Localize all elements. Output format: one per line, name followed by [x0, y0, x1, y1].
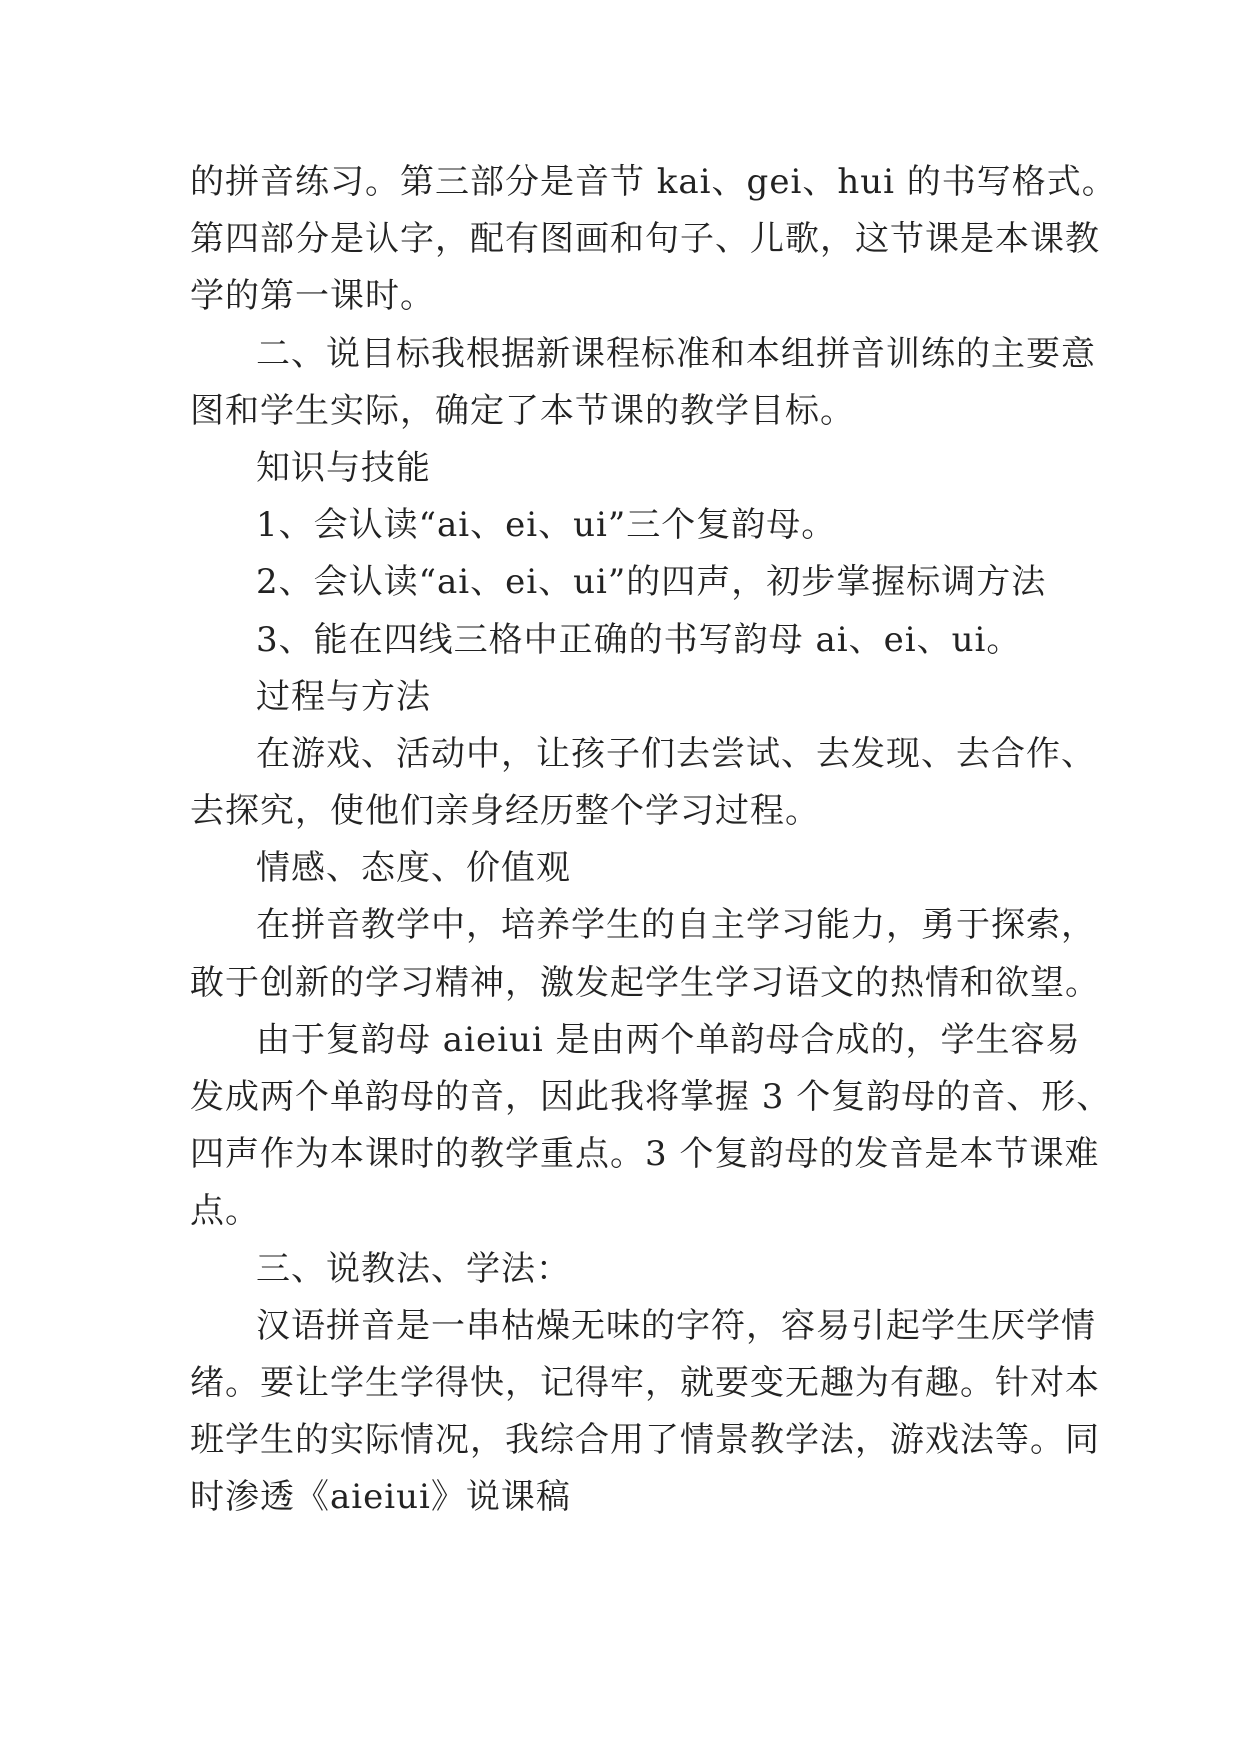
text-line: 汉语拼音是一串枯燥无味的字符，容易引起学生厌学情: [256, 1305, 1096, 1346]
text-line: 图和学生实际，确定了本节课的教学目标。: [190, 390, 855, 431]
text-line: 绪。要让学生学得快，记得牢，就要变无趣为有趣。针对本: [190, 1362, 1100, 1403]
text-line: 班学生的实际情况，我综合用了情景教学法，游戏法等。同: [190, 1420, 1100, 1461]
subheading-knowledge-skills: 知识与技能: [256, 447, 431, 488]
text-line: 敢于创新的学习精神，激发起学生学习语文的热情和欲望。: [190, 962, 1100, 1003]
text-line: 在拼音教学中，培养学生的自主学习能力，勇于探索，: [256, 905, 1096, 946]
list-item: 3、能在四线三格中正确的书写韵母 ai、ei、ui。: [256, 619, 1022, 660]
subheading-process-method: 过程与方法: [256, 676, 431, 717]
list-item: 1、会认读“ai、ei、ui”三个复韵母。: [256, 505, 837, 546]
text-line: 点。: [190, 1191, 260, 1232]
text-line: 时渗透《aieiui》说课稿: [190, 1477, 571, 1518]
text-line: 四声作为本课时的教学重点。3 个复韵母的发音是本节课难: [190, 1134, 1100, 1175]
section-heading-methods: 三、说教法、学法：: [256, 1248, 571, 1289]
text-line: 发成两个单韵母的音，因此我将掌握 3 个复韵母的音、形、: [190, 1077, 1112, 1117]
body-text: [190, 154, 1117, 1527]
text-line: 在游戏、活动中，让孩子们去尝试、去发现、去合作、: [256, 733, 1096, 774]
text-line: 由于复韵母 aieiui 是由两个单韵母合成的，学生容易: [256, 1019, 1081, 1060]
section-heading-goals: 二、说目标我根据新课程标准和本组拼音训练的主要意: [256, 333, 1096, 374]
text-line: 的拼音练习。第三部分是音节 kai、gei、hui 的书写格式。: [190, 162, 1117, 202]
subheading-emotion-attitude: 情感、态度、价值观: [256, 848, 571, 889]
text-line: 去探究，使他们亲身经历整个学习过程。: [190, 791, 820, 832]
text-line: 第四部分是认字，配有图画和句子、儿歌，这节课是本课教: [190, 219, 1100, 260]
list-item: 2、会认读“ai、ei、ui”的四声，初步掌握标调方法: [256, 562, 1047, 603]
text-line: 学的第一课时。: [190, 276, 435, 317]
